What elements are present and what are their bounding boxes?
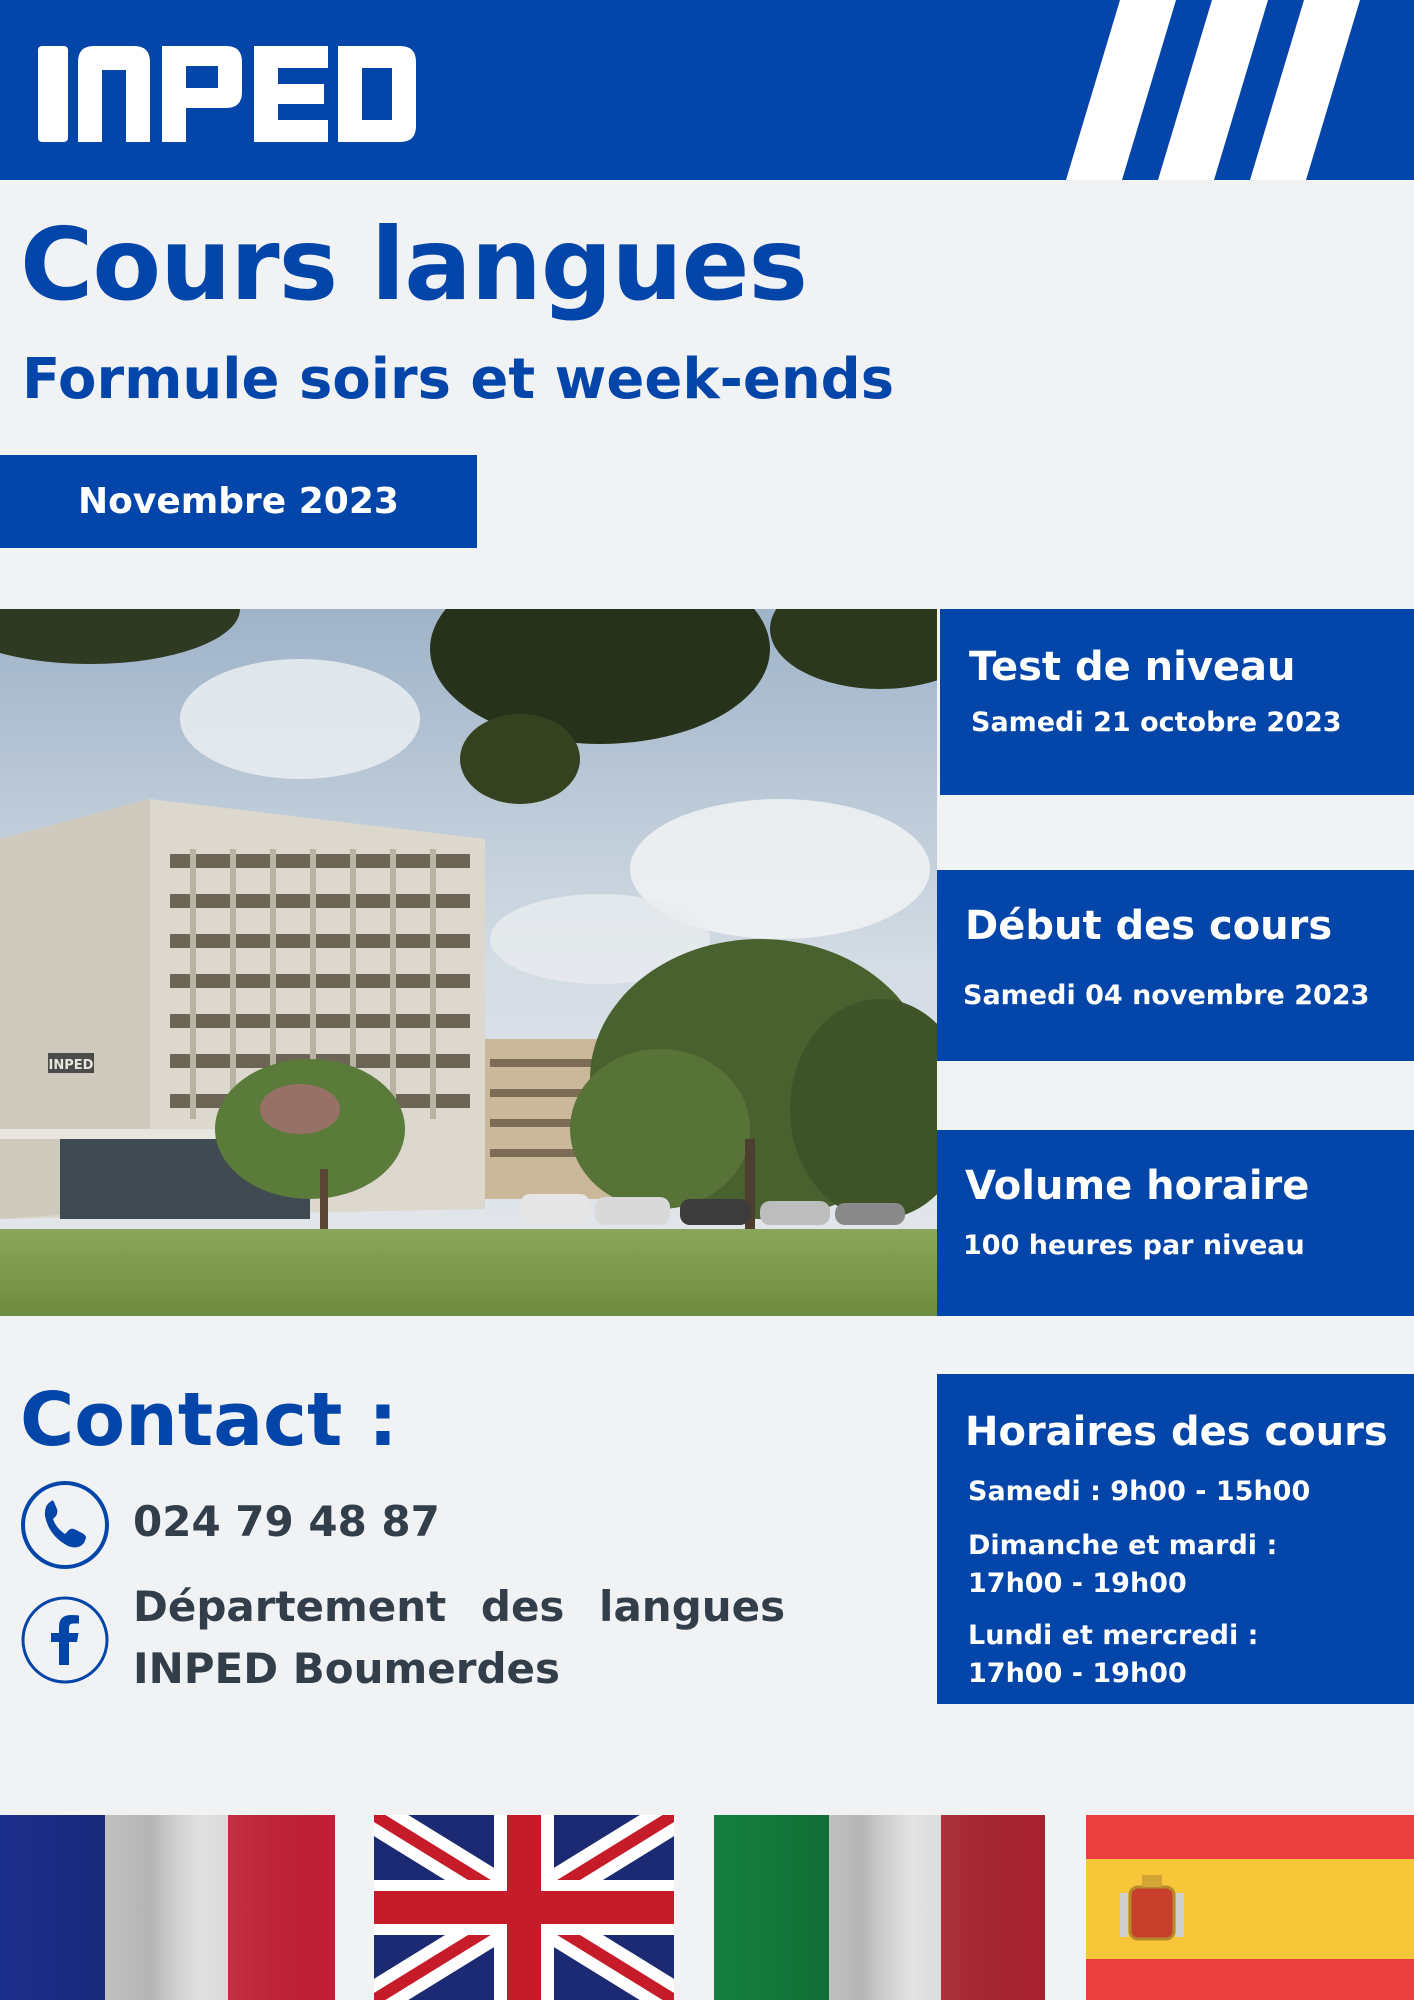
date-banner-label: Novembre 2023 — [78, 481, 399, 522]
france-flag — [0, 1815, 335, 2000]
schedule-line: 17h00 - 19h00 — [968, 1658, 1187, 1689]
facebook-page-link[interactable]: INPED Boumerdes — [133, 1644, 561, 1693]
page-title: Cours langues — [20, 206, 807, 323]
svg-text:INPED: INPED — [48, 1058, 94, 1073]
course-start-title: Début des cours — [965, 903, 1333, 949]
inped-logo — [38, 42, 416, 142]
course-start-date: Samedi 04 novembre 2023 — [963, 980, 1370, 1011]
decorative-stripes — [1064, 0, 1414, 180]
level-test-box — [940, 609, 1414, 795]
hour-volume-title: Volume horaire — [965, 1163, 1310, 1209]
schedule-line: Dimanche et mardi : — [968, 1530, 1278, 1561]
page-subtitle: Formule soirs et week-ends — [22, 347, 895, 412]
course-schedule-title: Horaires des cours — [965, 1409, 1388, 1455]
campus-photo — [0, 609, 937, 1316]
phone-number-link[interactable]: 024 79 48 87 — [133, 1497, 440, 1546]
course-start-box — [937, 870, 1414, 1061]
level-test-title: Test de niveau — [969, 644, 1296, 690]
schedule-line: Samedi : 9h00 - 15h00 — [968, 1476, 1311, 1507]
united-kingdom-flag — [374, 1815, 674, 2000]
facebook-page-link[interactable]: Département des langues — [133, 1582, 786, 1631]
spain-flag — [1086, 1815, 1414, 2000]
date-banner — [0, 455, 477, 548]
hour-volume-box — [937, 1130, 1414, 1316]
schedule-line: 17h00 - 19h00 — [968, 1568, 1187, 1599]
schedule-line: Lundi et mercredi : — [968, 1620, 1259, 1651]
contact-title: Contact : — [20, 1377, 398, 1463]
italy-flag — [714, 1815, 1045, 2000]
course-schedule-box — [937, 1374, 1414, 1704]
phone-icon — [20, 1480, 110, 1570]
level-test-date: Samedi 21 octobre 2023 — [971, 707, 1342, 738]
hour-volume-detail: 100 heures par niveau — [963, 1230, 1305, 1261]
facebook-icon — [20, 1595, 110, 1685]
header-banner — [0, 0, 1414, 180]
